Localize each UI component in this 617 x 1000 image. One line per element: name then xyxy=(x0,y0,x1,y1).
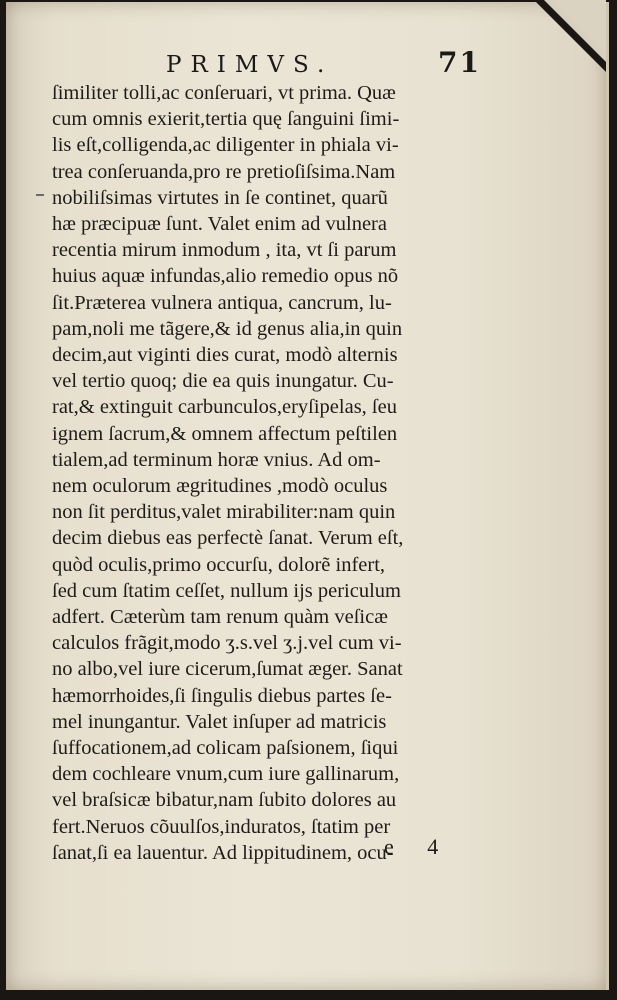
text-line: vel braſsicæ bibatur,nam ſubito dolores au xyxy=(52,789,397,812)
text-line: huius aquæ infundas,alio remedio opus nõ xyxy=(52,265,399,288)
signature-mark: e 4 xyxy=(384,834,453,859)
text-line: trea conſeruanda,pro re pretioſiſsima.Nam xyxy=(52,160,396,183)
book-page xyxy=(6,2,609,990)
text-line: ignem ſacrum,& omnem affectum peſtilen xyxy=(52,422,398,445)
text-line: mel inungantur. Valet inſuper ad matricis xyxy=(52,710,387,733)
text-line: lis eſt,colligenda,ac diligenter in phiala vi- xyxy=(52,134,399,157)
text-line: non ſit perditus,valet mirabiliter:nam quin xyxy=(52,501,396,524)
page-number: 71 xyxy=(438,46,481,79)
text-line: vel tertio quoq; die ea quis inungatur. Cu- xyxy=(52,370,394,393)
text-line: nem oculorum ægritudines ,modò oculus xyxy=(52,475,388,498)
text-line: decim diebus eas perfectè ſanat. Verum eſt, xyxy=(52,527,404,550)
text-line: ſanat,ſi ea lauentur. Ad lippitudinem, ocu- xyxy=(52,841,394,864)
text-line: ſit.Præterea vulnera antiqua, cancrum, lu- xyxy=(52,291,392,314)
text-line: cum omnis exierit,tertia quę ſanguini ſimi- xyxy=(52,108,400,131)
text-line: fert.Neruos cõuulſos,induratos, ſtatim per xyxy=(52,815,391,838)
text-line: recentia mirum inmodum , ita, vt ſi parum xyxy=(52,239,397,262)
text-line: calculos frãgit,modo ʒ.s.vel ʒ.j.vel cum vi- xyxy=(52,632,402,655)
text-line: no albo,vel iure cicerum,ſumat æger. Sanat xyxy=(52,658,403,681)
text-line: decim,aut viginti dies curat, modò alternis xyxy=(52,344,398,367)
text-line: ſed cum ſtatim ceſſet, nullum ijs periculum xyxy=(52,579,401,602)
text-line: ſimiliter tolli,ac conſeruari, vt prima. Quæ xyxy=(52,82,396,104)
text-line: hæ præcipuæ ſunt. Valet enim ad vulnera xyxy=(52,213,387,236)
text-line: dem cochleare vnum,cum iure gallinarum, xyxy=(52,763,400,786)
text-line: ſuffocationem,ad colicam paſsionem, ſiqui xyxy=(52,737,399,760)
text-line: nobiliſsimas virtutes in ſe continet, quarũ xyxy=(52,186,388,209)
body-text xyxy=(52,80,492,866)
running-header: PRIMVS. xyxy=(166,52,334,78)
text-line: quòd oculis,primo occurſu, dolorẽ infert, xyxy=(52,553,386,576)
text-line: hæmorrhoides,ſi ſingulis diebus partes ſe- xyxy=(52,684,392,707)
margin-mark xyxy=(36,194,44,196)
text-line: tialem,ad terminum horæ vnius. Ad om- xyxy=(52,448,381,471)
text-line: adfert. Cæterùm tam renum quàm veſicæ xyxy=(52,606,388,629)
text-line: rat,& extinguit carbunculos,eryſipelas, ſeu xyxy=(52,396,397,419)
text-line: pam,noli me tãgere,& id genus alia,in quin xyxy=(52,317,403,340)
